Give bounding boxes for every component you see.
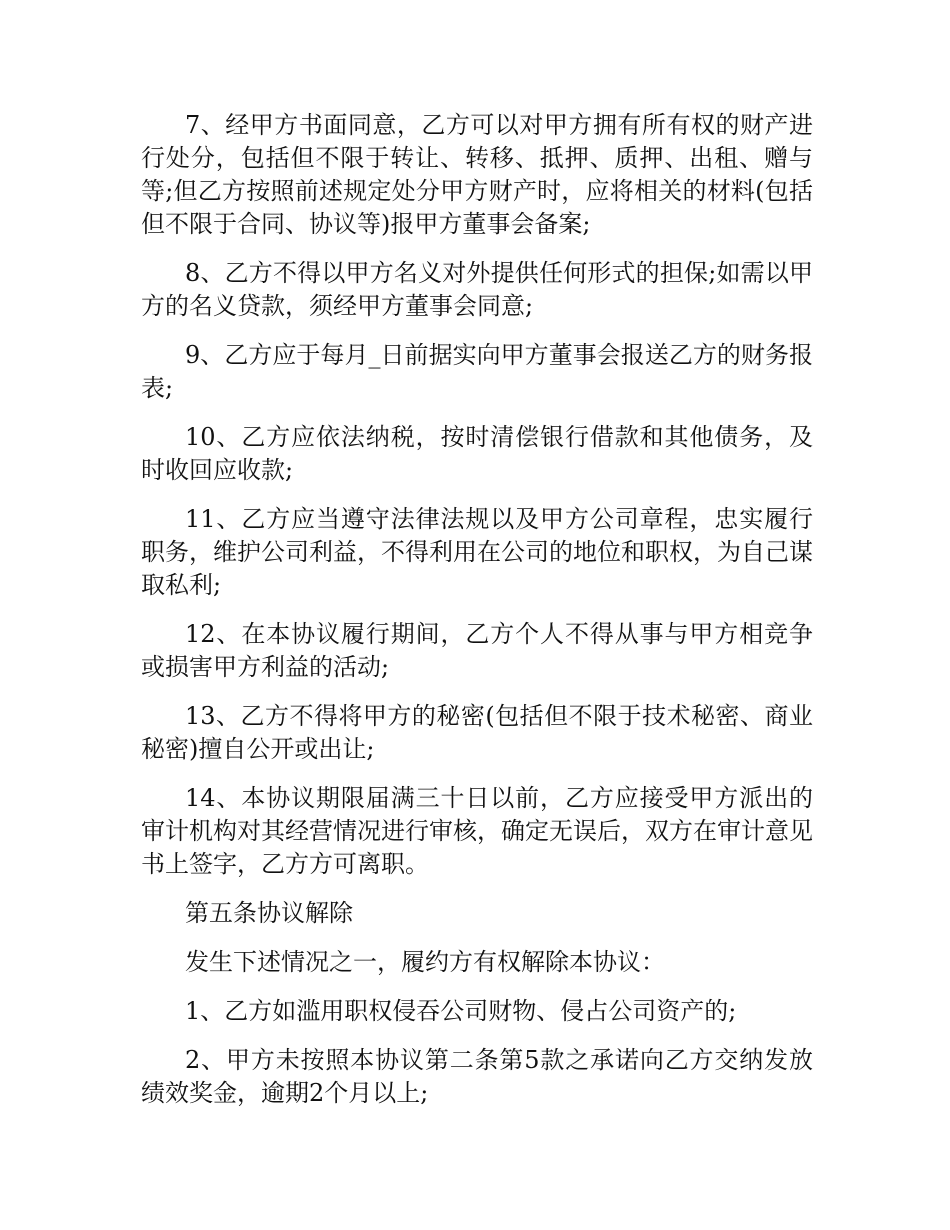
document-body	[141, 109, 813, 1126]
termination-item-1: 1、乙方如滥用职权侵吞公司财物、侵占公司资产的;	[185, 997, 737, 1025]
termination-item-2: 2、甲方未按照本协议第二条第5款之承诺向乙方交纳发放绩效奖金，逾期2个月以上;	[141, 1046, 813, 1107]
clause-9: 9、乙方应于每月_日前据实向甲方董事会报送乙方的财务报表;	[141, 341, 813, 402]
clause-14: 14、本协议期限届满三十日以前，乙方应接受甲方派出的审计机构对其经营情况进行审核，确定无误后，双方在审计意见书上签字，乙方方可离职。	[141, 784, 813, 878]
clause-13: 13、乙方不得将甲方的秘密(包括但不限于技术秘密、商业秘密)擅自公开或出让;	[141, 702, 813, 763]
clause-12: 12、在本协议履行期间，乙方个人不得从事与甲方相竞争或损害甲方利益的活动;	[141, 620, 813, 681]
clause-7: 7、经甲方书面同意，乙方可以对甲方拥有所有权的财产进行处分，包括但不限于转让、转移、抵押、质押、出租、赠与等;但乙方按照前述规定处分甲方财产时，应将相关的材料(包括但不限于合同、协议等)报甲方董事会备案;	[141, 111, 813, 238]
section-heading-article-5: 第五条协议解除	[185, 899, 353, 927]
clause-10: 10、乙方应依法纳税，按时清偿银行借款和其他债务，及时收回应收款;	[141, 423, 813, 484]
clause-11: 11、乙方应当遵守法律法规以及甲方公司章程，忠实履行职务，维护公司利益，不得利用在公司的地位和职权，为自己谋取私利;	[141, 505, 813, 599]
clause-8: 8、乙方不得以甲方名义对外提供任何形式的担保;如需以甲方的名义贷款，须经甲方董事会同意;	[141, 259, 813, 320]
termination-intro: 发生下述情况之一，履约方有权解除本协议：	[185, 948, 665, 976]
